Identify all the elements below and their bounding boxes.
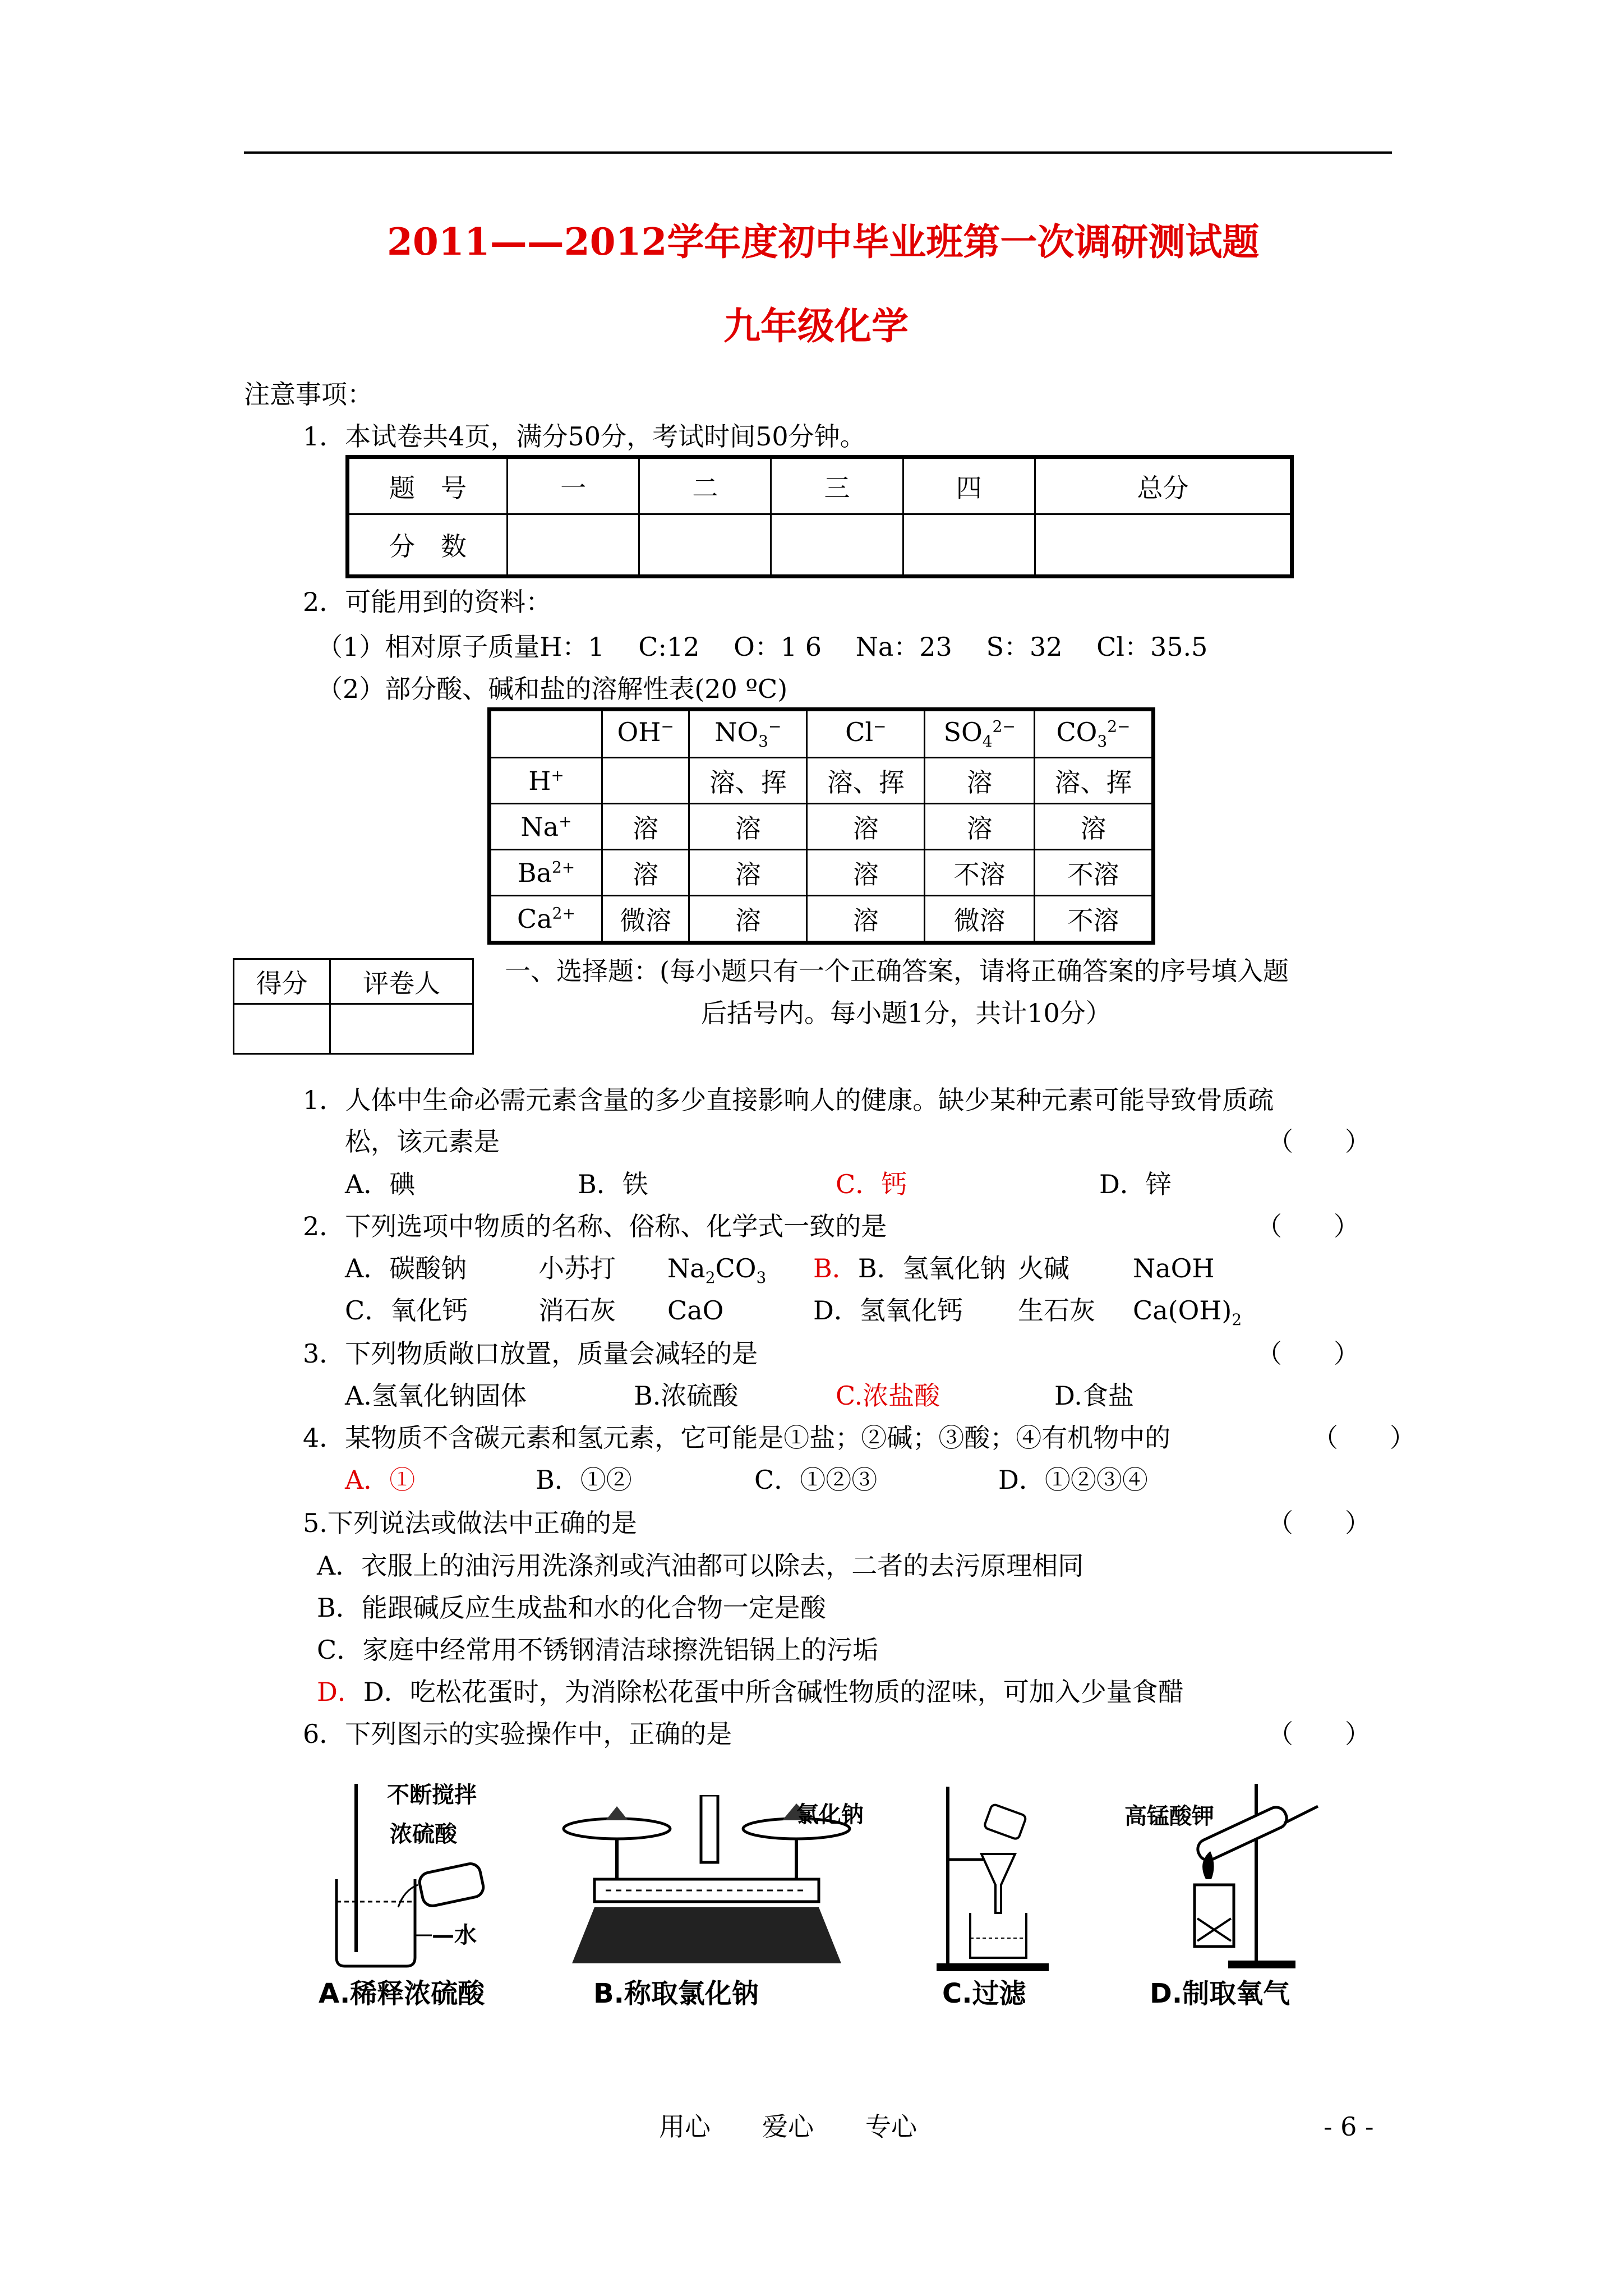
solubility-cell: 溶: [689, 896, 807, 942]
q2-option-a-formula: $Na_2CO_3$: [667, 1253, 767, 1287]
question-3: 3．下列物质敞口放置，质量会减轻的是: [303, 1338, 758, 1369]
solubility-cell: 溶: [807, 804, 925, 850]
solubility-caption: （2）部分酸、碱和盐的溶解性表(20 ºC): [317, 674, 788, 704]
score-table-row-label: 分 数: [349, 514, 508, 576]
q4-option-c: C．①②③: [754, 1465, 878, 1495]
q1-option-b: B．铁: [578, 1169, 648, 1199]
q1-option-a: A．碘: [345, 1169, 416, 1199]
solubility-table: [490, 710, 1153, 942]
cation-header: $Ba^{2+}$: [491, 850, 602, 896]
exam-title: 2011——2012学年度初中毕业班第一次调研测试题: [387, 220, 1260, 264]
grader-name-cell[interactable]: [330, 1004, 473, 1054]
figure-a-caption: A.稀释浓硫酸: [319, 1978, 485, 2009]
cation-header: Na+: [491, 804, 602, 850]
score-table: [348, 457, 1292, 576]
score-table-header: 四: [903, 458, 1035, 514]
anion-header: OH−: [602, 711, 689, 758]
q5-option-a: A．衣服上的油污用洗涤剂或汽油都可以除去，二者的去污原理相同: [317, 1550, 1084, 1581]
figure-d-caption: D.制取氧气: [1150, 1978, 1290, 2009]
solubility-cell: 微溶: [602, 896, 689, 942]
solubility-cell: 溶: [925, 758, 1035, 804]
header-rule: [244, 151, 1392, 154]
q2-option-c-name: C．氧化钙: [345, 1295, 468, 1326]
q1-option-c: C．钙: [836, 1169, 907, 1199]
answer-paren[interactable]: （ ）: [1312, 1423, 1415, 1453]
q5-option-d: D．D．吃松花蛋时，为消除松花蛋中所含碱性物质的涩味，可加入少量食醋: [317, 1677, 1184, 1707]
answer-paren[interactable]: （ ）: [1256, 1211, 1359, 1241]
solubility-cell: 不溶: [1034, 896, 1152, 942]
solubility-cell: 溶: [1034, 804, 1152, 850]
score-cell[interactable]: [508, 514, 639, 576]
atomic-mass-line: （1）相对原子质量H：1 C:12 O：1 6 Na：23 S：32 Cl：35.5: [317, 632, 1208, 662]
solubility-cell: 溶: [807, 896, 925, 942]
grader-box: [233, 958, 474, 1055]
solubility-cell: 溶、挥: [1034, 758, 1152, 804]
q2-option-b-name: B．B．氢氧化钠: [813, 1253, 1006, 1283]
figure-a-water-text: 水: [454, 1922, 477, 1948]
q4-option-d: D．①②③④: [998, 1465, 1148, 1495]
anion-header: $SO_4^{2-}$: [925, 711, 1035, 758]
q2-option-d-name: D．氢氧化钙: [813, 1295, 963, 1326]
section1-instructions-line1: 一、选择题：(每小题只有一个正确答案，请将正确答案的序号填入题: [505, 956, 1289, 986]
question-5: 5.下列说法或做法中正确的是: [303, 1508, 637, 1538]
grader-score-cell[interactable]: [234, 1004, 330, 1054]
q3-option-b: B.浓硫酸: [634, 1381, 739, 1411]
figure-a-label-acid: 浓硫酸: [390, 1821, 457, 1847]
solubility-cell: 溶: [602, 850, 689, 896]
score-table-header: 总分: [1035, 458, 1290, 514]
page-number: - 6 -: [1324, 2111, 1374, 2142]
question-1: 1．人体中生命必需元素含量的多少直接影响人的健康。缺少某种元素可能导致骨质疏: [303, 1085, 1274, 1115]
figure-a-label-stir: 不断搅拌: [387, 1782, 477, 1808]
q2-option-b-formula: NaOH: [1133, 1253, 1215, 1283]
score-table-header: 一: [508, 458, 639, 514]
footer-motto: 用心 爱心 专心: [659, 2111, 917, 2142]
figure-b-caption: B.称取氯化钠: [593, 1978, 759, 2009]
score-table-header: 二: [639, 458, 771, 514]
score-cell[interactable]: [771, 514, 903, 576]
q2-b-name-text: B．氢氧化钠: [857, 1253, 1006, 1283]
cation-header: H+: [491, 758, 602, 804]
q2-option-a-name: A．碳酸钠: [345, 1253, 467, 1283]
score-cell[interactable]: [1035, 514, 1290, 576]
q2-option-b-common: 火碱: [1018, 1253, 1069, 1283]
solubility-cell: 溶: [602, 804, 689, 850]
solubility-cell: 溶、挥: [689, 758, 807, 804]
solubility-cell: 溶、挥: [807, 758, 925, 804]
answer-paren[interactable]: （ ）: [1256, 1338, 1359, 1369]
anion-header: Cl−: [807, 711, 925, 758]
notice-item-2: 2．可能用到的资料：: [303, 587, 552, 617]
q5-option-b: B．能跟碱反应生成盐和水的化合物一定是酸: [317, 1593, 826, 1623]
q2-option-a-common: 小苏打: [538, 1253, 616, 1283]
q4-option-a: A．①: [345, 1465, 416, 1495]
score-table-header: 题 号: [349, 458, 508, 514]
figure-a-label-water: —水: [432, 1922, 477, 1948]
solubility-cell: 不溶: [1034, 850, 1152, 896]
question-4: 4．某物质不含碳元素和氢元素，它可能是①盐；②碱；③酸；④有机物中的: [303, 1423, 1171, 1453]
solubility-cell: 不溶: [925, 850, 1035, 896]
notice-item-1: 1．本试卷共4页，满分50分，考试时间50分钟。: [303, 421, 866, 452]
solubility-corner: [491, 711, 602, 758]
exam-subtitle: 九年级化学: [723, 304, 909, 348]
answer-paren[interactable]: （ ）: [1267, 1508, 1371, 1538]
solubility-cell: 溶: [689, 804, 807, 850]
section1-instructions-line2: 后括号内。每小题1分，共计10分）: [701, 998, 1112, 1028]
score-cell[interactable]: [639, 514, 771, 576]
q2-option-c-formula: CaO: [667, 1295, 724, 1326]
solubility-cell: 微溶: [925, 896, 1035, 942]
q2-option-d-formula: $Ca(OH)_2$: [1133, 1295, 1242, 1329]
anion-header: $NO_3^-$: [689, 711, 807, 758]
question-6: 6．下列图示的实验操作中，正确的是: [303, 1719, 732, 1749]
figure-c-caption: C.过滤: [942, 1978, 1026, 2009]
solubility-cell: 溶: [925, 804, 1035, 850]
q4-option-b: B．①②: [536, 1465, 632, 1495]
figure-c-filtration-illustration: [937, 1781, 1071, 1975]
q3-option-c: C.浓盐酸: [836, 1381, 940, 1411]
question-2: 2．下列选项中物质的名称、俗称、化学式一致的是: [303, 1211, 887, 1241]
cation-header: $Ca^{2+}$: [491, 896, 602, 942]
notice-heading: 注意事项：: [244, 379, 373, 409]
score-table-header: 三: [771, 458, 903, 514]
figure-d-oxygen-illustration: [1144, 1773, 1329, 1975]
q1-option-d: D．锌: [1099, 1169, 1172, 1199]
q2-option-c-common: 消石灰: [538, 1295, 616, 1326]
q5-option-d-text: D．吃松花蛋时，为消除松花蛋中所含碱性物质的涩味，可加入少量食醋: [363, 1677, 1184, 1707]
q3-option-a: A.氢氧化钠固体: [345, 1381, 527, 1411]
score-cell[interactable]: [903, 514, 1035, 576]
anion-header: $CO_3^{2-}$: [1034, 711, 1152, 758]
figure-b-label-nacl: 氯化钠: [796, 1802, 864, 1828]
grader-score-label: 得分: [234, 959, 330, 1004]
answer-paren[interactable]: （ ）: [1267, 1719, 1371, 1749]
question-1-cont: 松，该元素是: [345, 1126, 500, 1157]
grader-name-label: 评卷人: [330, 959, 473, 1004]
figure-d-label-kmno4: 高锰酸钾: [1124, 1803, 1214, 1829]
q3-option-d: D.食盐: [1054, 1381, 1134, 1411]
solubility-cell: [602, 758, 689, 804]
q2-option-d-common: 生石灰: [1018, 1295, 1095, 1326]
answer-paren[interactable]: （ ）: [1267, 1126, 1371, 1157]
q5-option-c: C．家庭中经常用不锈钢清洁球擦洗铝锅上的污垢: [317, 1635, 879, 1665]
solubility-cell: 溶: [807, 850, 925, 896]
solubility-cell: 溶: [689, 850, 807, 896]
